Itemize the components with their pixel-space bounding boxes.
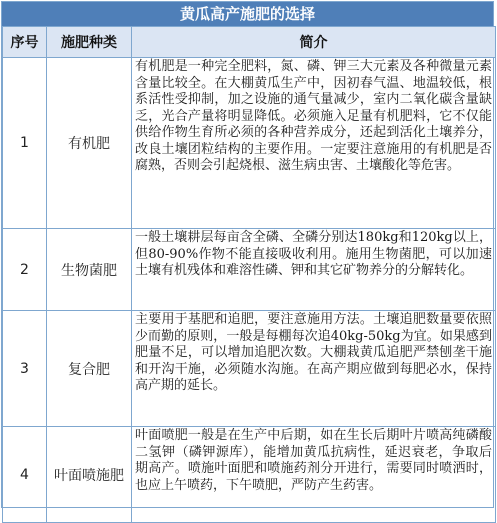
table-row xyxy=(3,229,496,311)
header-index: 序号 xyxy=(3,27,47,58)
row-type: 生物菌肥 xyxy=(47,229,132,311)
row-type: 有机肥 xyxy=(47,58,132,229)
row-index: 1 xyxy=(3,58,47,229)
row-desc: 主要用于基肥和追肥，要注意施用方法。土壤追肥数量要依照少而勤的原则，一般是每棚每次追40kg-50kg为宜。如果感到肥量不足，可以增加追肥次数。大棚栽黄瓜追肥严禁刨垄干施和开沟干施，必须随水沟施。在高产期应做到每肥必水，保持高产期的延长。 xyxy=(132,311,496,427)
table-row xyxy=(3,311,496,427)
fertilizer-table xyxy=(2,26,496,523)
row-desc: 叶面喷肥一般是在生产中后期，如在生长后期叶片喷高纯磷酸二氢钾（磷钾源库），能增加黄瓜抗病性，延迟衰老，争取后期高产。喷施叶面肥和喷施药剂分开进行，需要同时喷洒时，也应上午喷药，下午喷肥，严防产生药害。 xyxy=(132,427,496,523)
row-index: 2 xyxy=(3,229,47,311)
header-type: 施肥种类 xyxy=(47,27,132,58)
row-index: 4 xyxy=(3,427,47,523)
table-row xyxy=(3,58,496,229)
fertilizer-table-panel xyxy=(1,1,494,508)
row-index: 3 xyxy=(3,311,47,427)
row-type: 叶面喷施肥 xyxy=(47,427,132,523)
header-desc: 简介 xyxy=(132,27,496,58)
row-desc: 有机肥是一种完全肥料，氮、磷、钾三大元素及各种微量元素含量比较全。在大棚黄瓜生产中，因初春气温、地温较低，根系活性受抑制，加之设施的通气量减少，室内二氧化碳含量缺乏，光合产量将明显降低。必须施入足量有机肥料，它不仅能供给作物生育所必须的各种营养成分，还起到活化土壤养分，改良土壤团粒结构的主要作用。一定要注意施用的有机肥是否腐熟，否则会引起烧根、滋生病虫害、土壤酸化等危害。 xyxy=(132,58,496,229)
row-type: 复合肥 xyxy=(47,311,132,427)
table-row xyxy=(3,427,496,523)
row-desc: 一般土壤耕层每亩含全磷、全磷分别达180kg和120kg以上，但80-90%作物不能直接吸收利用。施用生物菌肥，可以加速土壤有机残体和难溶性磷、钾和其它矿物养分的分解转化。 xyxy=(132,229,496,311)
table-title: 黄瓜高产施肥的选择 xyxy=(2,2,493,26)
table-header-row xyxy=(3,27,496,58)
